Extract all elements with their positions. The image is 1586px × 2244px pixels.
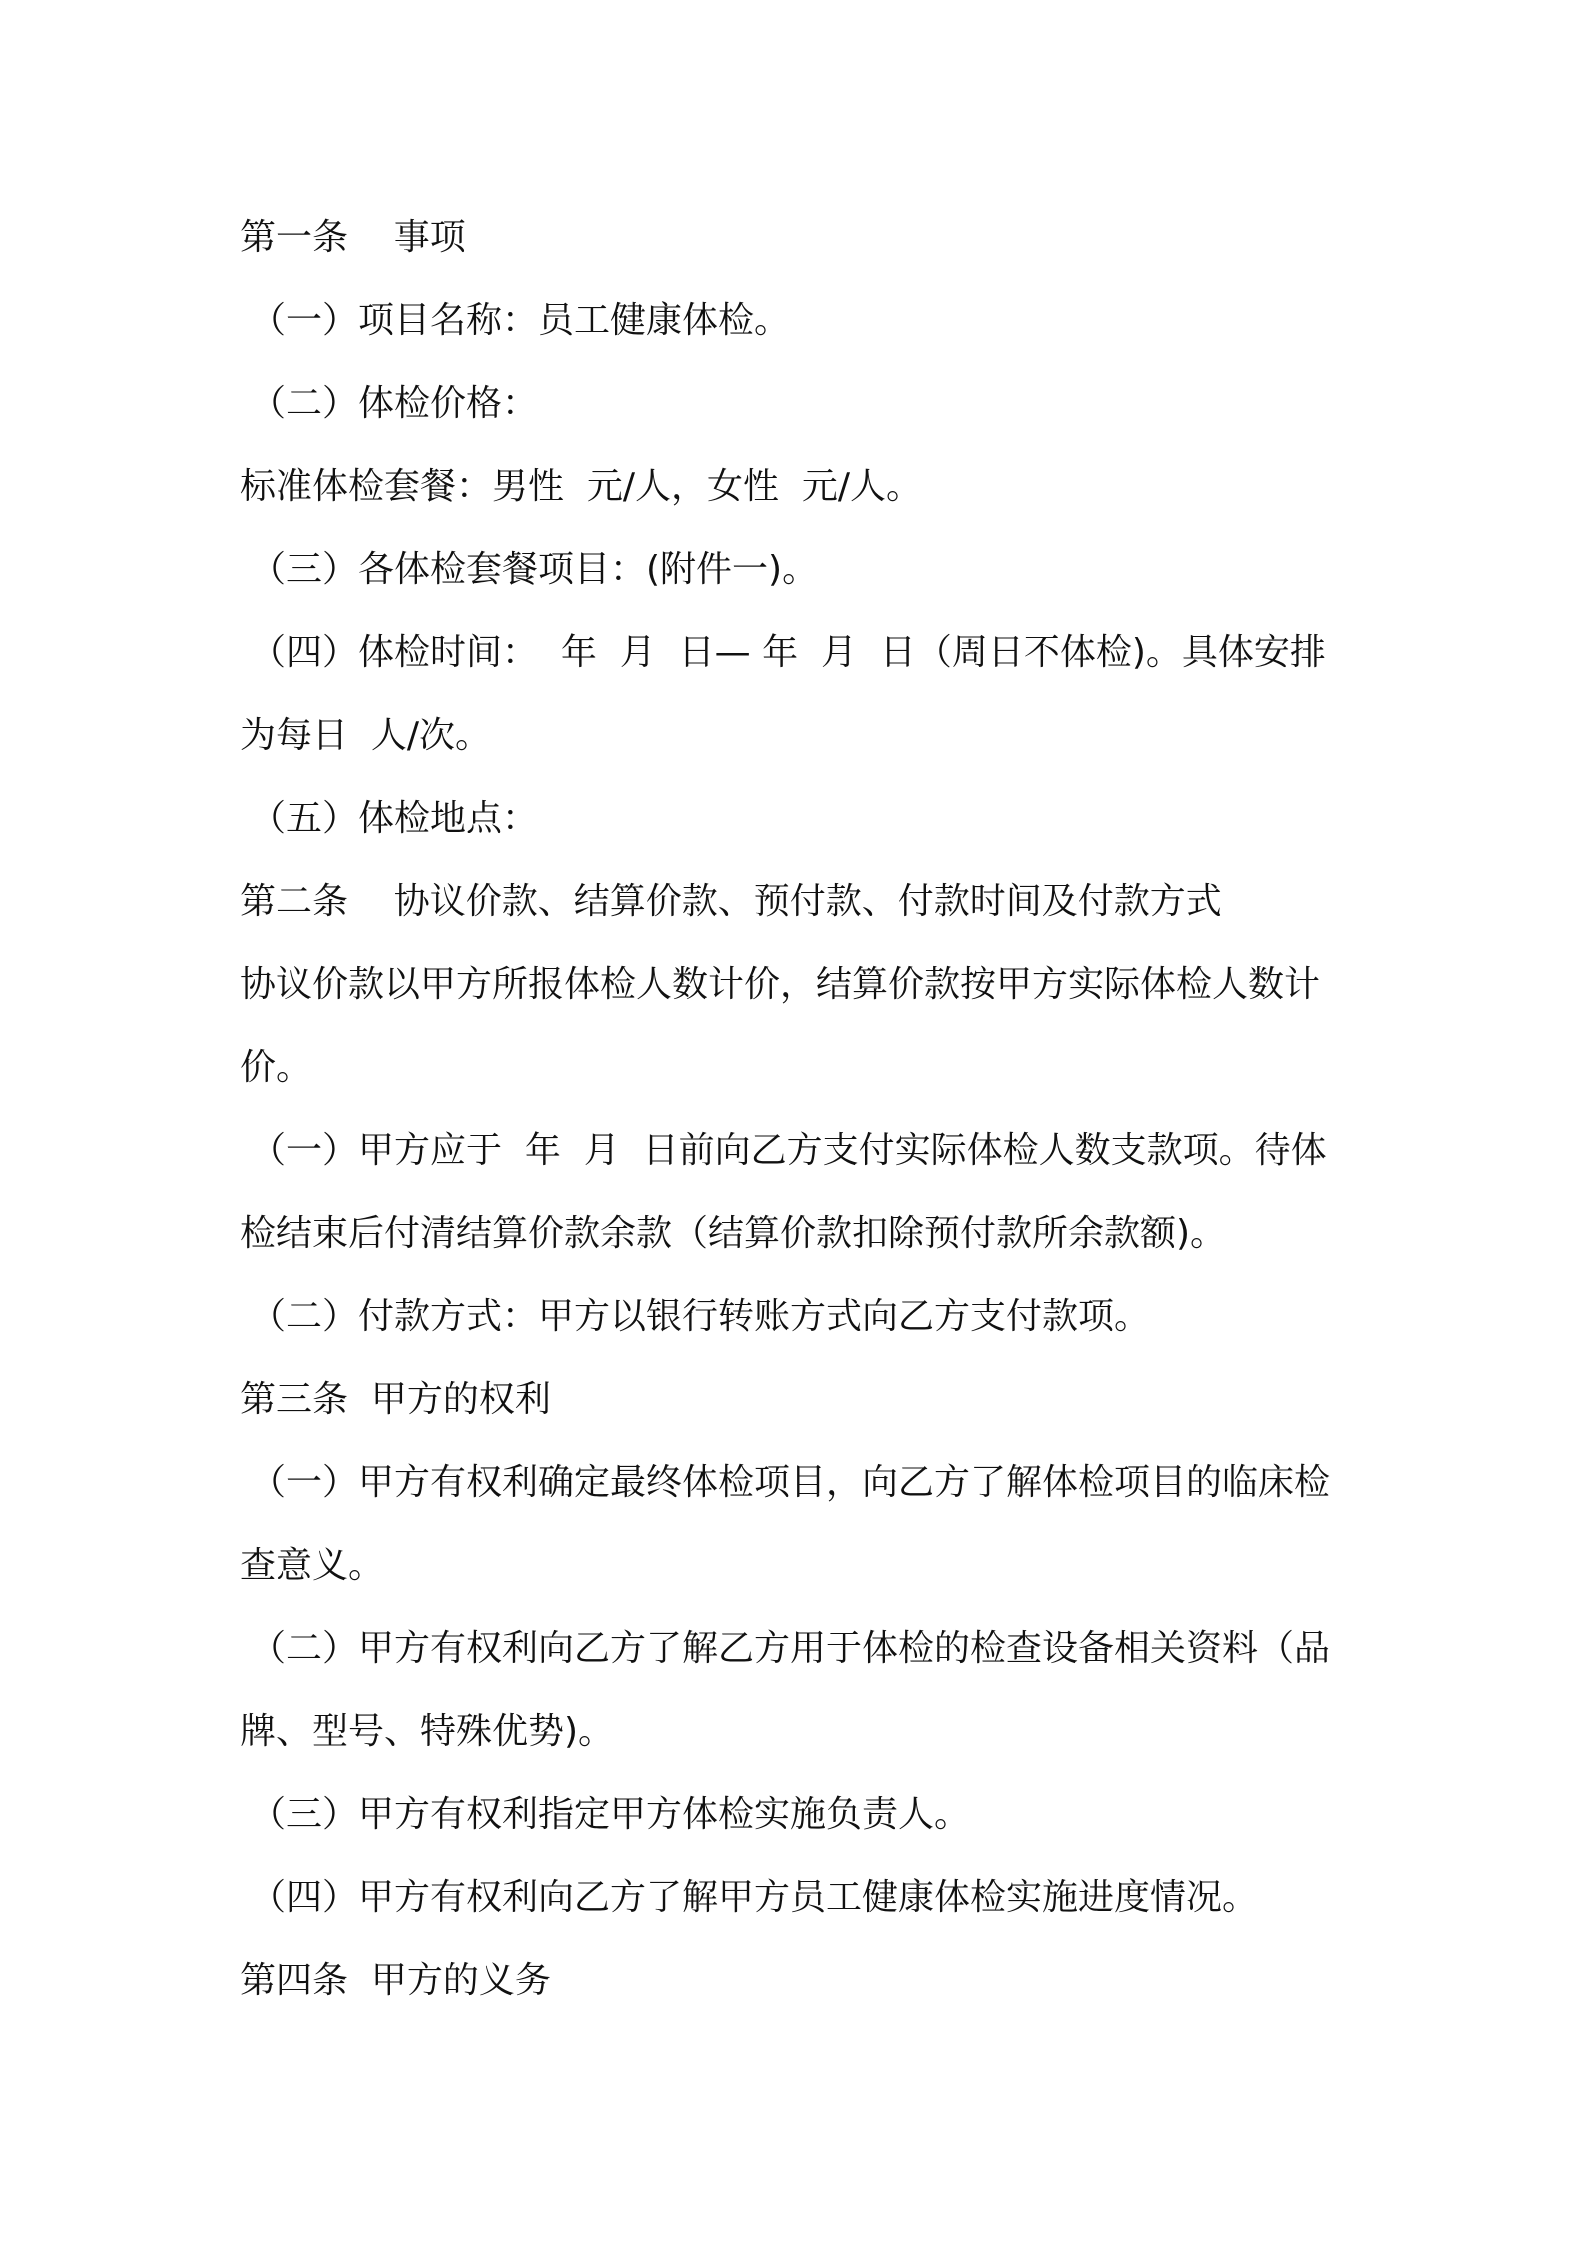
article-heading: 第二条 协议价款、结算价款、预付款、付款时间及付款方式 <box>240 881 1222 922</box>
clause-line: 价。 <box>240 1047 313 1088</box>
clause-line: 检结束后付清结算价款余款（结算价款扣除预付款所余款额)。 <box>240 1213 1227 1254</box>
document-body <box>240 196 1360 2022</box>
article-heading: 第四条 甲方的义务 <box>240 1960 551 2001</box>
clause-line: （二）体检价格： <box>250 383 539 424</box>
clause-line: （二）甲方有权利向乙方了解乙方用于体检的检查设备相关资料（品 <box>250 1628 1331 1669</box>
clause-line: （一）项目名称：员工健康体检。 <box>250 300 791 341</box>
clause-line: 牌、型号、特殊优势)。 <box>240 1711 615 1752</box>
clause-line: （一）甲方应于 年 月 日前向乙方支付实际体检人数支款项。待体 <box>250 1130 1327 1171</box>
clause-line: （五）体检地点： <box>250 798 539 839</box>
clause-line: （一）甲方有权利确定最终体检项目，向乙方了解体检项目的临床检 <box>250 1462 1331 1503</box>
clause-line: （三）甲方有权利指定甲方体检实施负责人。 <box>250 1794 971 1835</box>
clause-line: （二）付款方式：甲方以银行转账方式向乙方支付款项。 <box>250 1296 1151 1337</box>
clause-line: （四）甲方有权利向乙方了解甲方员工健康体检实施进度情况。 <box>250 1877 1259 1918</box>
clause-line: （四）体检时间： 年 月 日— 年 月 日（周日不体检)。具体安排 <box>250 632 1326 673</box>
clause-line: 标准体检套餐：男性 元/人，女性 元/人。 <box>240 466 923 507</box>
clause-line: （三）各体检套餐项目：(附件一)。 <box>250 549 819 590</box>
clause-line: 查意义。 <box>240 1545 385 1586</box>
article-heading: 第三条 甲方的权利 <box>240 1379 551 1420</box>
clause-line: 协议价款以甲方所报体检人数计价，结算价款按甲方实际体检人数计 <box>240 964 1321 1005</box>
article-heading: 第一条 事项 <box>240 217 466 258</box>
clause-line: 为每日 人/次。 <box>240 715 492 756</box>
